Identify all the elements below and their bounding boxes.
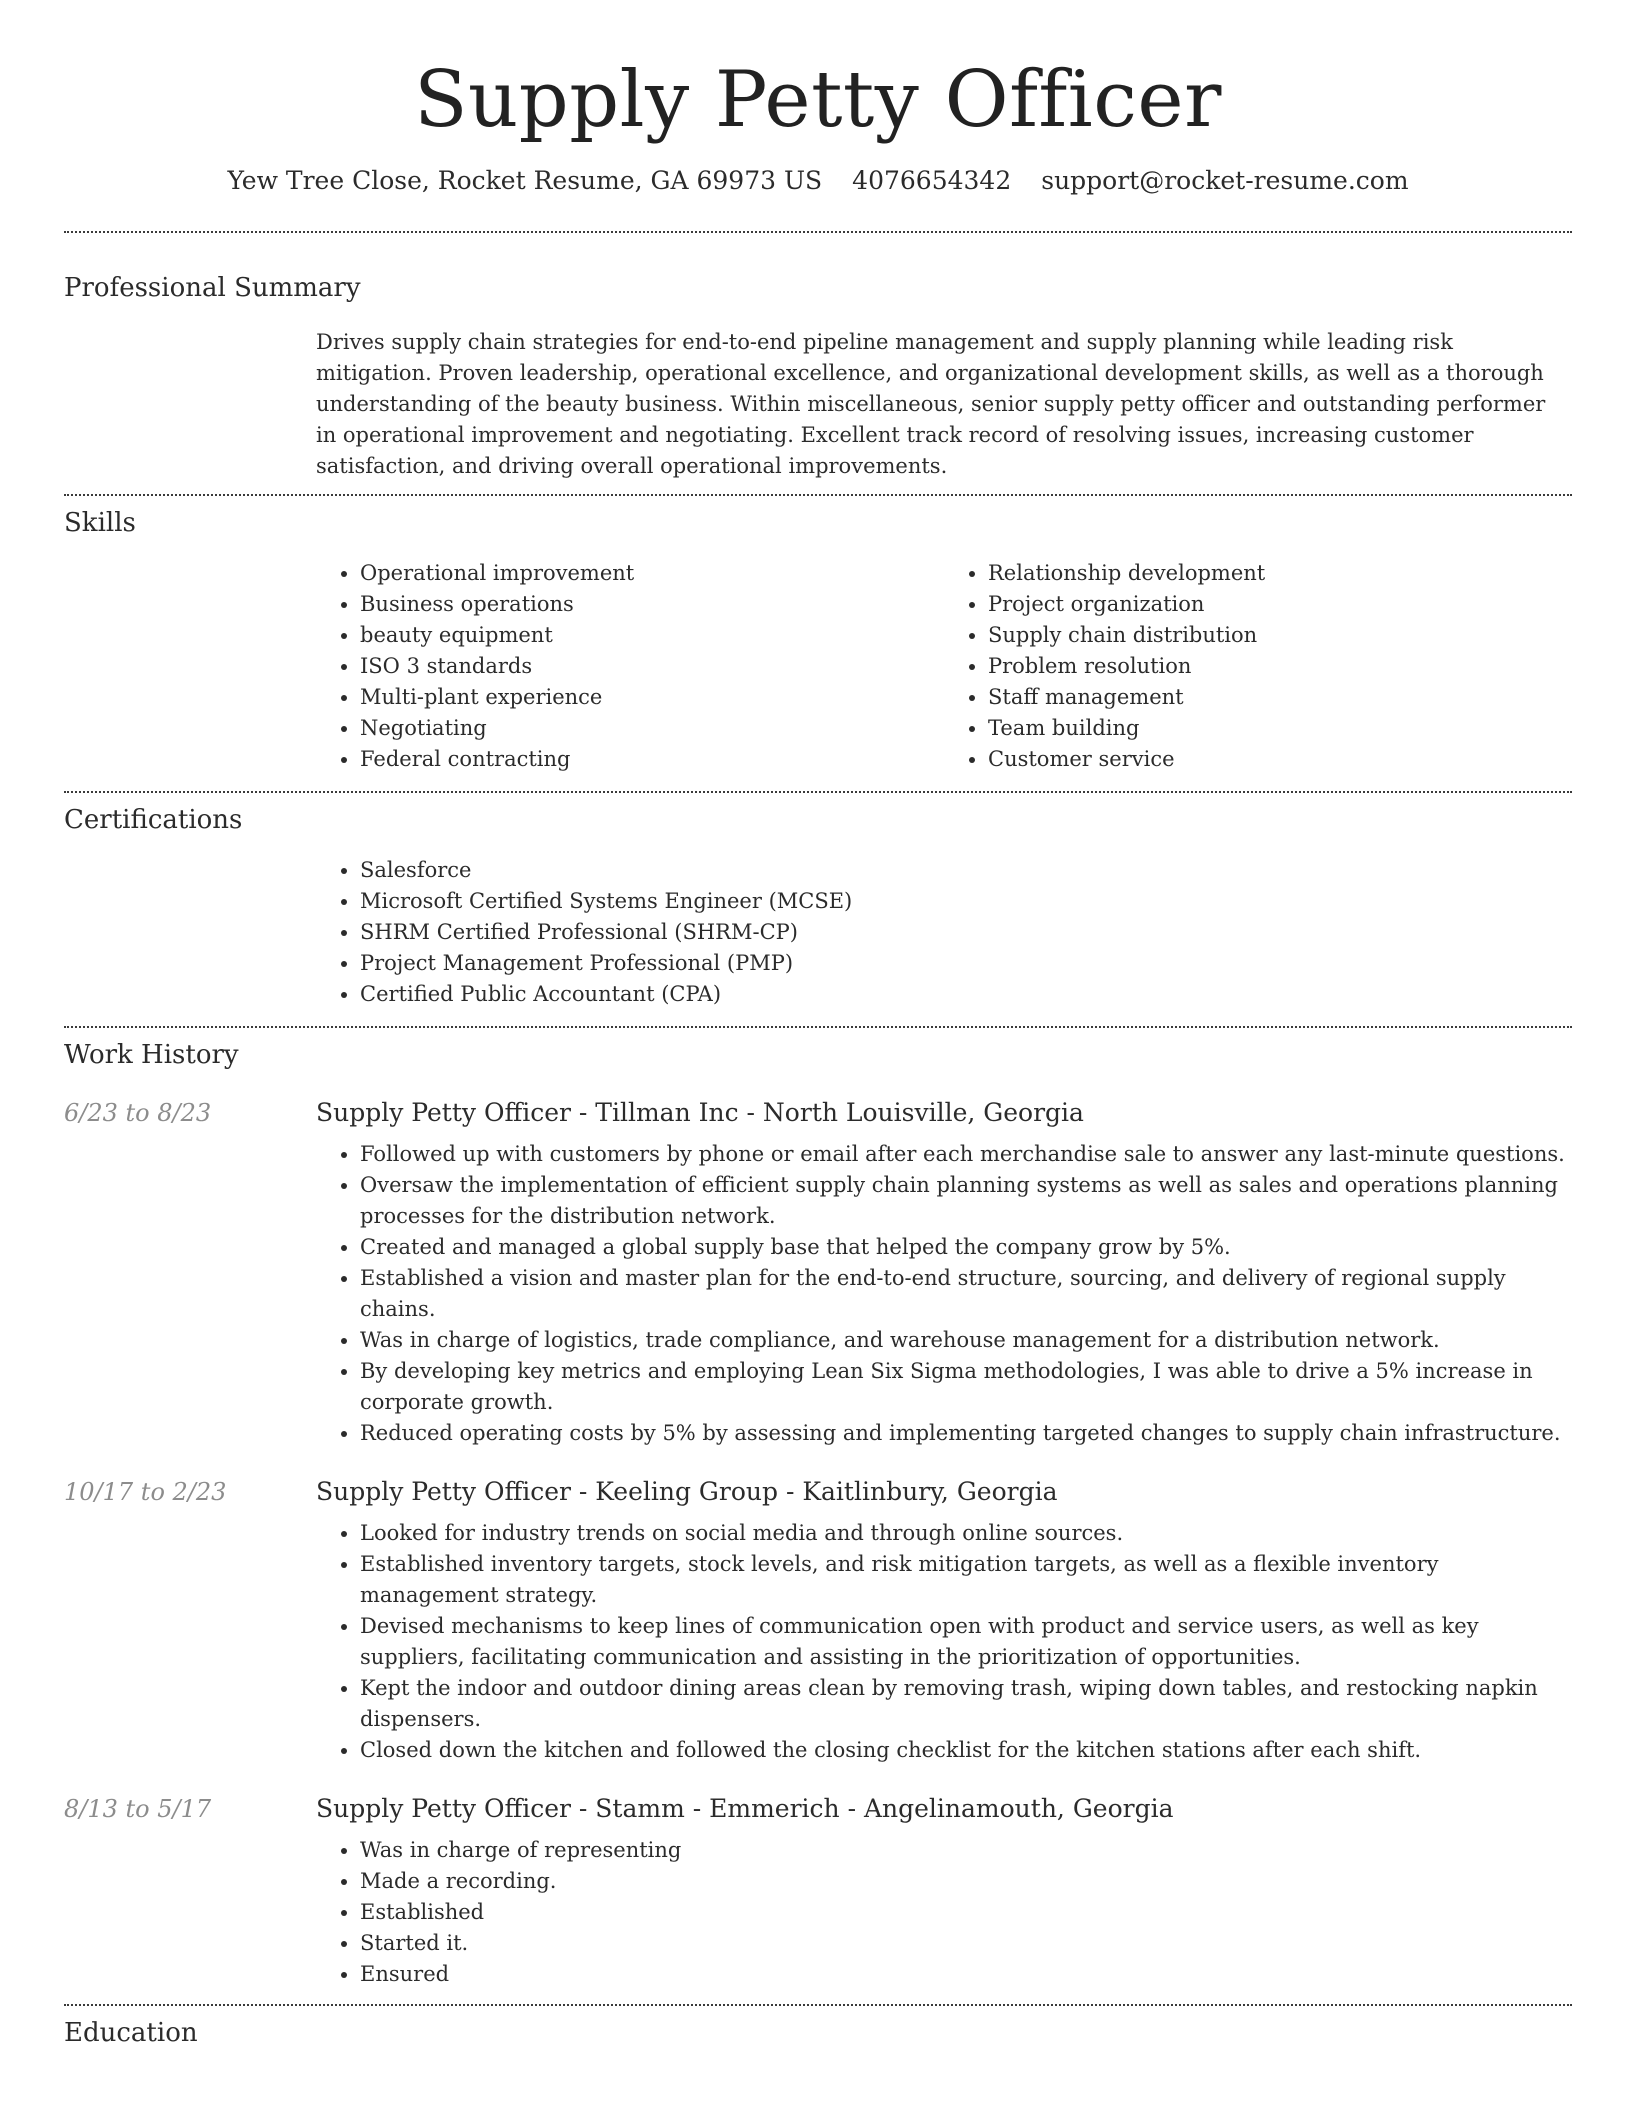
skill-item: • Multi-plant experience <box>360 682 944 713</box>
job-bullet: • Looked for industry trends on social media and through online sources. <box>360 1518 1572 1549</box>
section-title-skills: Skills <box>64 508 136 538</box>
skill-item: • Problem resolution <box>988 651 1572 682</box>
certification-item: • Certified Public Accountant (CPA) <box>360 979 1572 1010</box>
skill-item: • Business operations <box>360 589 944 620</box>
skills-list-right <box>944 558 1572 775</box>
skill-item: • Federal contracting <box>360 744 944 775</box>
resume-page <box>64 0 1572 2048</box>
job-bullet: • Created and managed a global supply base that helped the company grow by 5%. <box>360 1232 1572 1263</box>
contact-phone: 4076654342 <box>852 166 1012 195</box>
skill-item: • Customer service <box>988 744 1572 775</box>
job-bullet: • Followed up with customers by phone or email after each merchandise sale to answer any last-minute questions. <box>360 1139 1572 1170</box>
contact-address: Yew Tree Close, Rocket Resume, GA 69973 US <box>227 166 823 195</box>
job-bullet: • Was in charge of representing <box>360 1835 1572 1866</box>
certifications-block <box>316 855 1572 1010</box>
certification-item: • Salesforce <box>360 855 1572 886</box>
section-divider <box>64 791 1572 793</box>
job-bullet: • Established a vision and master plan for the end-to-end structure, sourcing, and delivery of regional supply chains. <box>360 1263 1572 1325</box>
skill-item: • Supply chain distribution <box>988 620 1572 651</box>
job-bullet: • Devised mechanisms to keep lines of communication open with product and service users, as well as key suppliers, facilitating communication and assisting in the prioritization of opportunities. <box>360 1611 1572 1673</box>
skill-item: • Relationship development <box>988 558 1572 589</box>
skill-item: • Project organization <box>988 589 1572 620</box>
job-header <box>64 1794 1572 1823</box>
job-heading: Supply Petty Officer - Keeling Group - Kaitlinbury, Georgia <box>316 1477 1058 1506</box>
skill-item: • Staff management <box>988 682 1572 713</box>
section-title-education: Education <box>64 2018 198 2048</box>
skill-item: • ISO 3 standards <box>360 651 944 682</box>
certification-item: • Microsoft Certified Systems Engineer (MCSE) <box>360 886 1572 917</box>
section-divider <box>64 1026 1572 1028</box>
job-heading: Supply Petty Officer - Stamm - Emmerich - Angelinamouth, Georgia <box>316 1794 1174 1823</box>
skill-item: • Operational improvement <box>360 558 944 589</box>
job-bullet: • Oversaw the implementation of efficient supply chain planning systems as well as sales and operations planning processes for the distribution network. <box>360 1170 1572 1232</box>
certifications-list <box>316 855 1572 1010</box>
job-bullet: • Reduced operating costs by 5% by assessing and implementing targeted changes to supply chain infrastructure. <box>360 1418 1572 1449</box>
job-bullet: • Closed down the kitchen and followed the closing checklist for the kitchen stations after each shift. <box>360 1735 1572 1766</box>
summary-text: Drives supply chain strategies for end-to-end pipeline management and supply planning while leading risk mitigation. Proven leadership, operational excellence, and organizational development skills, as well as a thorough understanding of the beauty business. Within miscellaneous, senior supply petty officer and outstanding performer in operational improvement and negotiating. Excellent track record of resolving issues, increasing customer satisfaction, and driving overall operational improvements. <box>316 330 1546 478</box>
certification-item: • SHRM Certified Professional (SHRM-CP) <box>360 917 1572 948</box>
section-divider <box>64 2004 1572 2006</box>
job-dates: 6/23 to 8/23 <box>64 1099 212 1127</box>
job-bullets <box>316 1518 1572 1766</box>
job-entry <box>64 1794 1572 1990</box>
contact-line <box>64 166 1572 195</box>
job-bullet: • Started it. <box>360 1928 1572 1959</box>
job-bullet: • Made a recording. <box>360 1866 1572 1897</box>
skills-grid <box>316 558 1572 775</box>
job-bullet: • Was in charge of logistics, trade compliance, and warehouse management for a distribution network. <box>360 1325 1572 1356</box>
skill-item: • Negotiating <box>360 713 944 744</box>
job-header <box>64 1098 1572 1127</box>
job-bullet: • Kept the indoor and outdoor dining areas clean by removing trash, wiping down tables, and restocking napkin dispensers. <box>360 1673 1572 1735</box>
job-bullet: • Established <box>360 1897 1572 1928</box>
certification-item: • Project Management Professional (PMP) <box>360 948 1572 979</box>
skill-item: • beauty equipment <box>360 620 944 651</box>
section-divider <box>64 231 1572 233</box>
job-header <box>64 1477 1572 1506</box>
section-title-work-history: Work History <box>64 1040 239 1070</box>
job-bullet: • By developing key metrics and employing Lean Six Sigma methodologies, I was able to drive a 5% increase in corporate growth. <box>360 1356 1572 1418</box>
section-divider <box>64 494 1572 496</box>
contact-email[interactable]: support@rocket-resume.com <box>1041 166 1409 195</box>
section-title-summary: Professional Summary <box>64 273 361 303</box>
job-dates: 10/17 to 2/23 <box>64 1478 227 1506</box>
section-title-certifications: Certifications <box>64 805 243 835</box>
job-bullet: • Ensured <box>360 1959 1572 1990</box>
job-dates: 8/13 to 5/17 <box>64 1795 212 1823</box>
job-bullets <box>316 1139 1572 1449</box>
skills-list-left <box>316 558 944 775</box>
resume-name: Supply Petty Officer <box>414 55 1222 145</box>
job-bullets <box>316 1835 1572 1990</box>
job-bullet: • Established inventory targets, stock levels, and risk mitigation targets, as well as a flexible inventory management strategy. <box>360 1549 1572 1611</box>
job-entry <box>64 1098 1572 1449</box>
job-heading: Supply Petty Officer - Tillman Inc - North Louisville, Georgia <box>316 1098 1084 1127</box>
job-entry <box>64 1477 1572 1766</box>
skill-item: • Team building <box>988 713 1572 744</box>
